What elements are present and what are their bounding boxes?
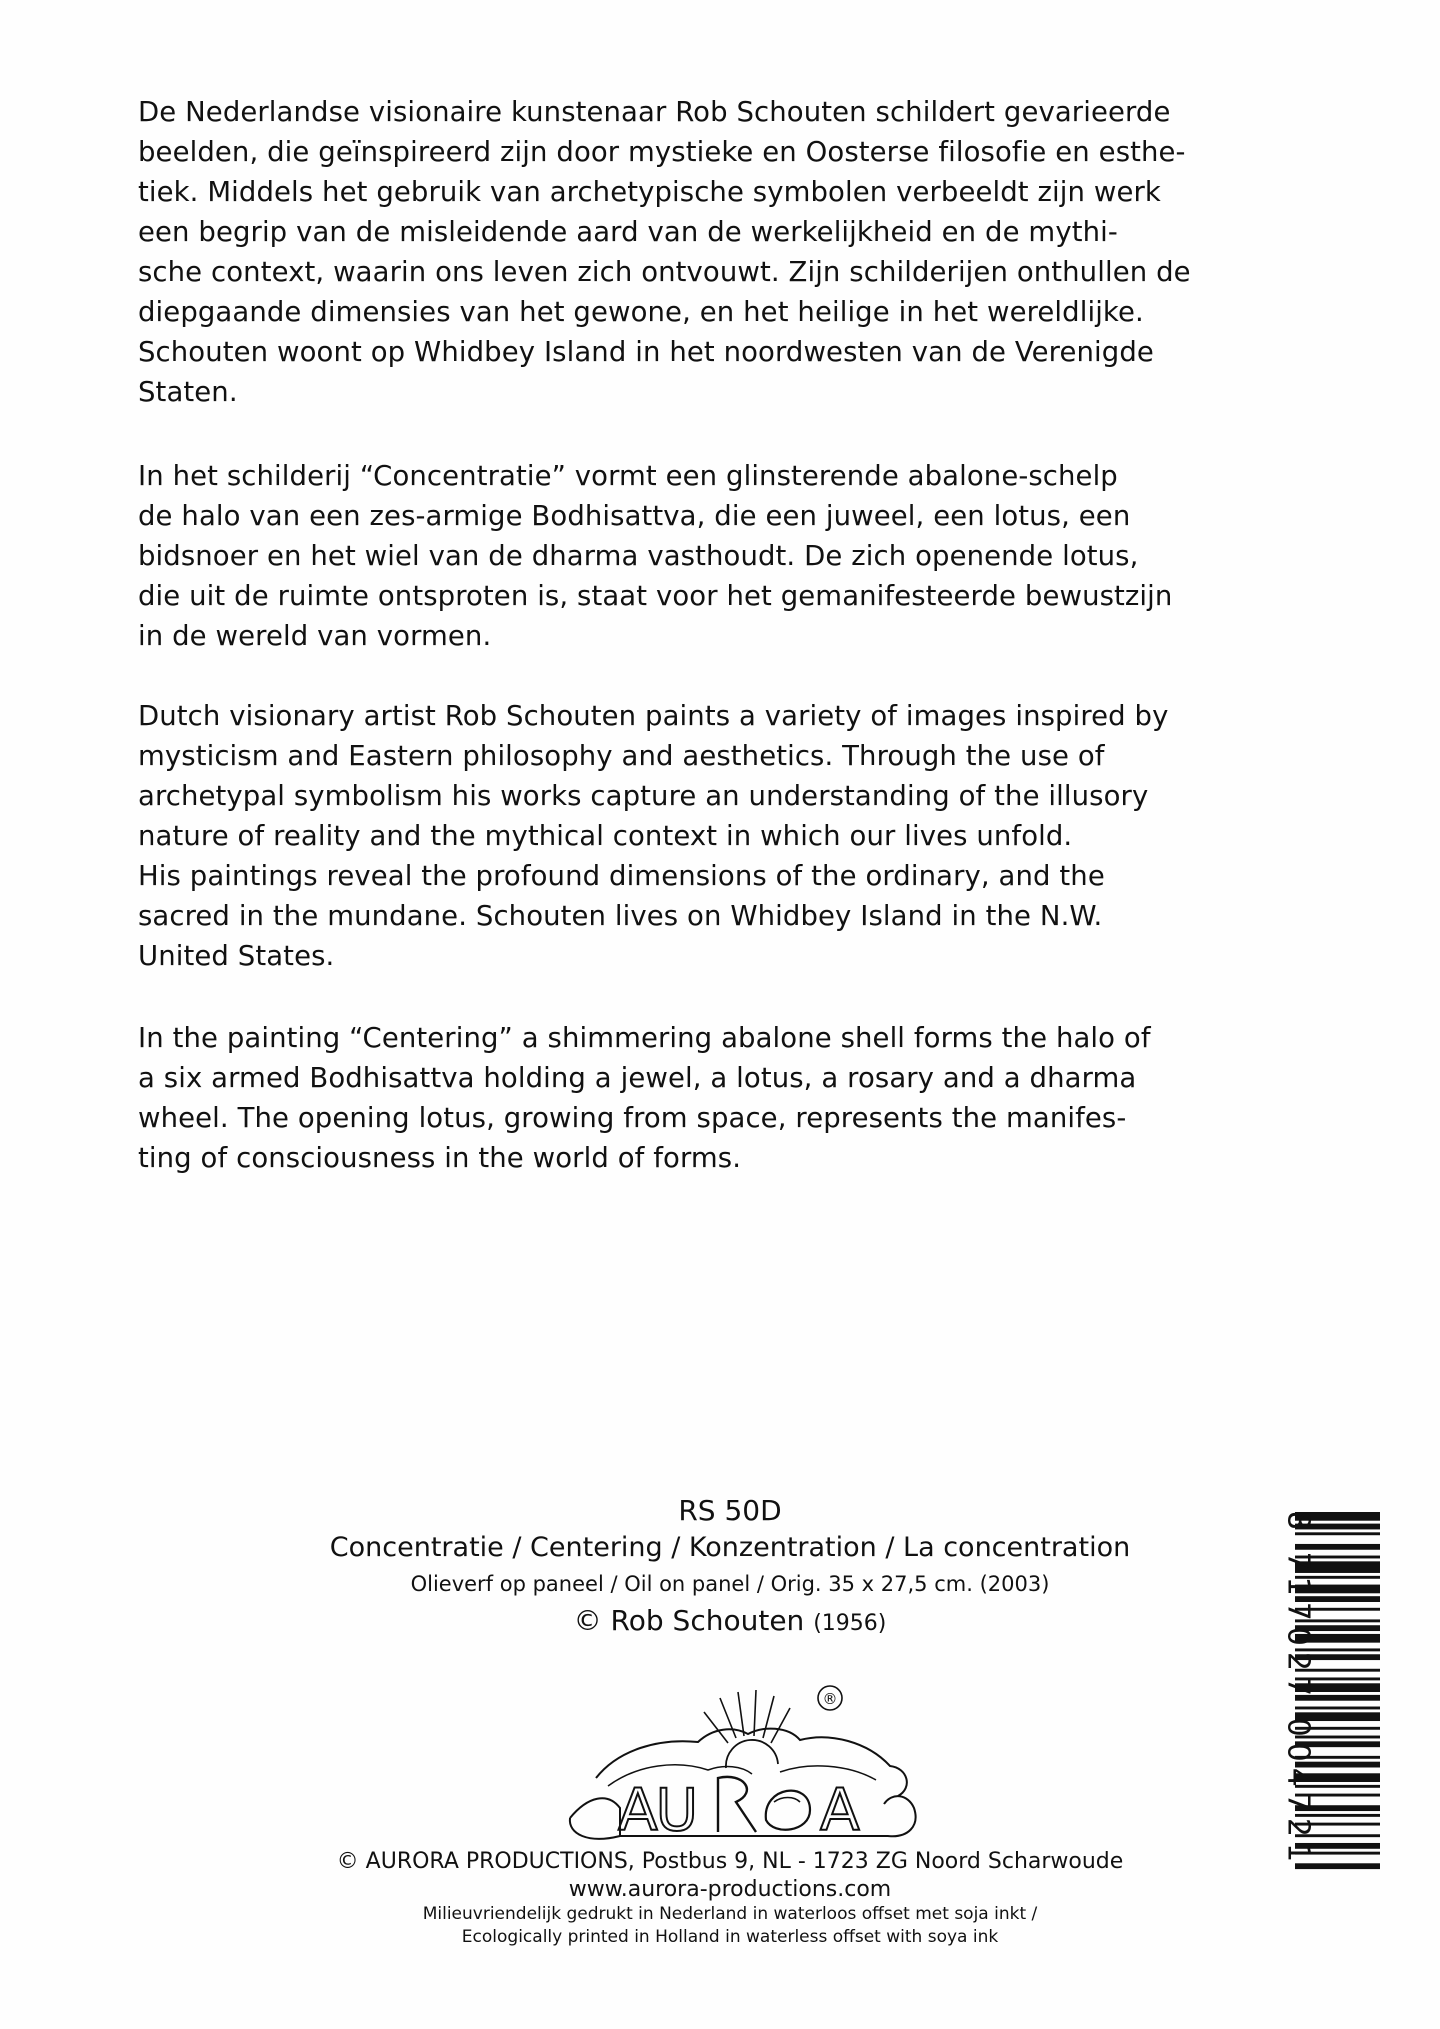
sun-icon [726,1740,778,1768]
text-line: tiek. Middels het gebruik van archetypische symbolen verbeeldt zijn werk [138,176,1161,208]
text-line: wheel. The opening lotus, growing from space, represents the manifes- [138,1102,1127,1134]
text-line: Staten. [138,376,238,408]
paragraph-english-bio [138,696,1353,976]
logo-text-right: A [820,1776,860,1844]
artist-copyright-name: © Rob Schouten [573,1604,805,1637]
text-line: sche context, waarin ons leven zich ontvouwt. Zijn schilderijen onthullen de [138,256,1191,288]
text-line: a six armed Bodhisattva holding a jewel, a lotus, a rosary and a dharma [138,1062,1137,1094]
text-line: beelden, die geïnspireerd zijn door mystieke en Oosterse filosofie en esthe- [138,136,1186,168]
text-line: een begrip van de misleidende aard van de werkelijkheid en de mythi- [138,216,1118,248]
text-line: nature of reality and the mythical context in which our lives unfold. [138,820,1073,852]
barcode-number [1278,1512,1318,1872]
text-line: In het schilderij “Concentratie” vormt een glinsterende abalone-schelp [138,460,1118,492]
sun-rays-icon [704,1690,790,1743]
artist-copyright [280,1603,1180,1642]
paragraph-dutch-bio [138,92,1353,412]
text-line: Dutch visionary artist Rob Schouten paints a variety of images inspired by [138,700,1169,732]
text-line: de halo van een zes-armige Bodhisattva, die een juweel, een lotus, een [138,500,1131,532]
text-line: sacred in the mundane. Schouten lives on Whidbey Island in the N.W. [138,900,1103,932]
eco-printing-note-english: Ecologically printed in Holland in waterless offset with soya ink [461,1927,999,1947]
eco-printing-note-dutch: Milieuvriendelijk gedrukt in Nederland in waterloos offset met soja inkt / [422,1904,1038,1924]
artwork-titles: Concentratie / Centering / Konzentration / La concentration [329,1532,1131,1563]
publisher-address: © AURORA PRODUCTIONS, Postbus 9, NL - 1723 ZG Noord Scharwoude [336,1849,1124,1874]
text-line: De Nederlandse visionaire kunstenaar Rob Schouten schildert gevarieerde [138,96,1171,128]
text-line: archetypal symbolism his works capture an understanding of the illusory [138,780,1149,812]
text-line: In the painting “Centering” a shimmering abalone shell forms the halo of [138,1022,1151,1054]
text-line: Schouten woont op Whidbey Island in het noordwesten van de Verenigde [138,336,1154,368]
paragraph-dutch-painting [138,456,1353,656]
barcode-digits-text: 8 717027 004721 [1280,1510,1316,1869]
text-line: His paintings reveal the profound dimensions of the ordinary, and the [138,860,1105,892]
artist-birth-year: (1956) [813,1611,887,1636]
text-line: diepgaande dimensies van het gewone, en het heilige in het wereldlijke. [138,296,1144,328]
paragraph-english-painting [138,1018,1353,1178]
text-line: die uit de ruimte ontsproten is, staat voor het gemanifesteerde bewustzijn [138,580,1173,612]
artwork-medium: Olieverf op paneel / Oil on panel / Orig. 35 x 27,5 cm. (2003) [410,1572,1050,1596]
text-line: bidsnoer en het wiel van de dharma vasthoudt. De zich openende lotus, [138,540,1139,572]
text-line: mysticism and Eastern philosophy and aesthetics. Through the use of [138,740,1105,772]
logo-text-left: AU [618,1776,697,1844]
text-line: ting of consciousness in the world of forms. [138,1142,742,1174]
registered-mark: ® [822,1690,838,1708]
product-code: RS 50D [678,1494,782,1527]
text-line: United States. [138,940,335,972]
text-line: in de wereld van vormen. [138,620,492,652]
aurora-logo [548,1668,928,1848]
publisher-website: www.aurora-productions.com [568,1877,892,1902]
